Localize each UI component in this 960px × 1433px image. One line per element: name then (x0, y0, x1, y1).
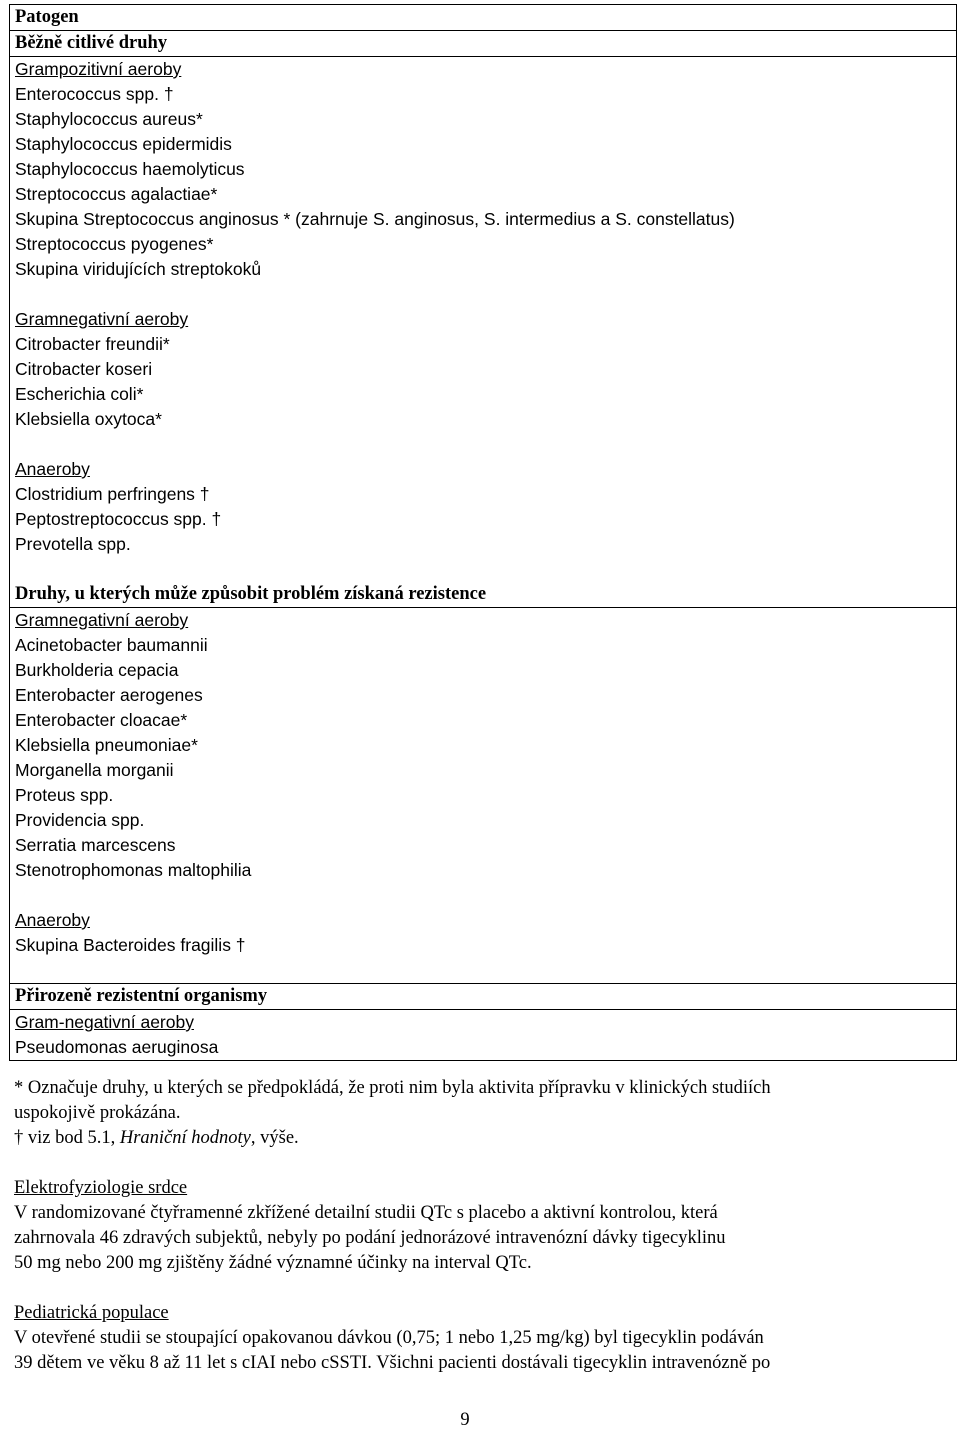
resistance-anaer-heading: Anaeroby (15, 910, 90, 930)
body-text (14, 1076, 954, 1376)
list-item: Proteus spp. (15, 785, 114, 805)
list-item: Enterobacter cloacae* (15, 710, 188, 730)
table-header: Patogen (15, 7, 79, 27)
list-item: Skupina Streptococcus anginosus * (zahrnuje S. anginosus, S. intermedius a S. constellatus) (15, 209, 735, 229)
intrinsic-body (10, 1010, 956, 1060)
sensitive-anaer-list (15, 482, 956, 557)
sensitive-anaer-heading: Anaeroby (15, 459, 90, 479)
table-header-row (10, 5, 956, 31)
list-item: 39 dětem ve věku 8 až 11 let s cIAI nebo cSSTI. Všichni pacienti dostávali tigecyklin intravenózně po (14, 1353, 771, 1373)
list-item: Staphylococcus epidermidis (15, 134, 232, 154)
list-item: Skupina viridujících streptokoků (15, 259, 262, 279)
intrinsic-title-row (10, 984, 956, 1010)
list-item: Burkholderia cepacia (15, 660, 179, 680)
list-item: Citrobacter freundii* (15, 334, 170, 354)
sensitive-gramneg-list (15, 332, 956, 432)
list-item: Prevotella spp. (15, 534, 131, 554)
sensitive-grampos-heading: Grampozitivní aeroby (15, 59, 182, 79)
ecg-paragraph (14, 1201, 954, 1276)
resistance-anaer-list (15, 933, 956, 958)
list-item: Stenotrophomonas maltophilia (15, 860, 252, 880)
footnote-dagger-italic: Hraniční hodnoty (119, 1128, 251, 1148)
list-item: Klebsiella pneumoniae* (15, 735, 198, 755)
footnote-star-line2: uspokojivě prokázána. (14, 1103, 181, 1123)
ecg-heading: Elektrofyziologie srdce (14, 1178, 188, 1198)
sensitive-gramneg-heading: Gramnegativní aeroby (15, 309, 189, 329)
resistance-gramneg-list (15, 633, 956, 883)
list-item: Skupina Bacteroides fragilis † (15, 935, 246, 955)
list-item: Escherichia coli* (15, 384, 144, 404)
list-item: Peptostreptococcus spp. † (15, 509, 222, 529)
list-item: Providencia spp. (15, 810, 145, 830)
list-item: Enterobacter aerogenes (15, 685, 203, 705)
list-item: Staphylococcus aureus* (15, 109, 203, 129)
list-item: Clostridium perfringens † (15, 484, 210, 504)
sensitive-grampos-list (15, 82, 956, 282)
list-item: 50 mg nebo 200 mg zjištěny žádné významné účinky na interval QTc. (14, 1253, 532, 1273)
sensitive-body (10, 57, 956, 608)
list-item: Morganella morganii (15, 760, 174, 780)
list-item: Streptococcus pyogenes* (15, 234, 214, 254)
intrinsic-gramneg-list (15, 1035, 956, 1060)
footnote-star-line1: * Označuje druhy, u kterých se předpokládá, že proti nim byla aktivita přípravku v klinických studiích (14, 1078, 771, 1098)
resistance-body (10, 608, 956, 984)
list-item: Streptococcus agalactiae* (15, 184, 218, 204)
list-item: Klebsiella oxytoca* (15, 409, 162, 429)
list-item: Acinetobacter baumannii (15, 635, 208, 655)
list-item: V otevřené studii se stoupající opakovanou dávkou (0,75; 1 nebo 1,25 mg/kg) byl tigecyklin podáván (14, 1328, 764, 1348)
sensitive-title: Běžně citlivé druhy (15, 33, 168, 53)
list-item: Pseudomonas aeruginosa (15, 1037, 219, 1057)
list-item: Enterococcus spp. † (15, 84, 174, 104)
sensitive-title-row (10, 31, 956, 57)
footnote-dagger-prefix: † viz bod 5.1, (14, 1128, 120, 1148)
page-number: 9 (460, 1410, 470, 1430)
list-item: zahrnovala 46 zdravých subjektů, nebyly po podání jednorázové intravenózní dávky tigecyklinu (14, 1228, 726, 1248)
list-item: Citrobacter koseri (15, 359, 153, 379)
intrinsic-title: Přirozeně rezistentní organismy (15, 986, 268, 1006)
intrinsic-gramneg-heading: Gram-negativní aeroby (15, 1012, 194, 1032)
pediatric-heading: Pediatrická populace (14, 1303, 169, 1323)
list-item: V randomizované čtyřramenné zkřížené detailní studii QTc s placebo a aktivní kontrolou, která (14, 1203, 718, 1223)
resistance-gramneg-heading: Gramnegativní aeroby (15, 610, 189, 630)
footnote-dagger-suffix: , výše. (250, 1128, 299, 1148)
list-item: Serratia marcescens (15, 835, 176, 855)
resistance-title: Druhy, u kterých může způsobit problém získaná rezistence (15, 584, 487, 604)
pathogen-table (9, 4, 957, 1061)
list-item: Staphylococcus haemolyticus (15, 159, 245, 179)
pediatric-paragraph (14, 1326, 954, 1376)
footnote-dagger (14, 1126, 954, 1151)
